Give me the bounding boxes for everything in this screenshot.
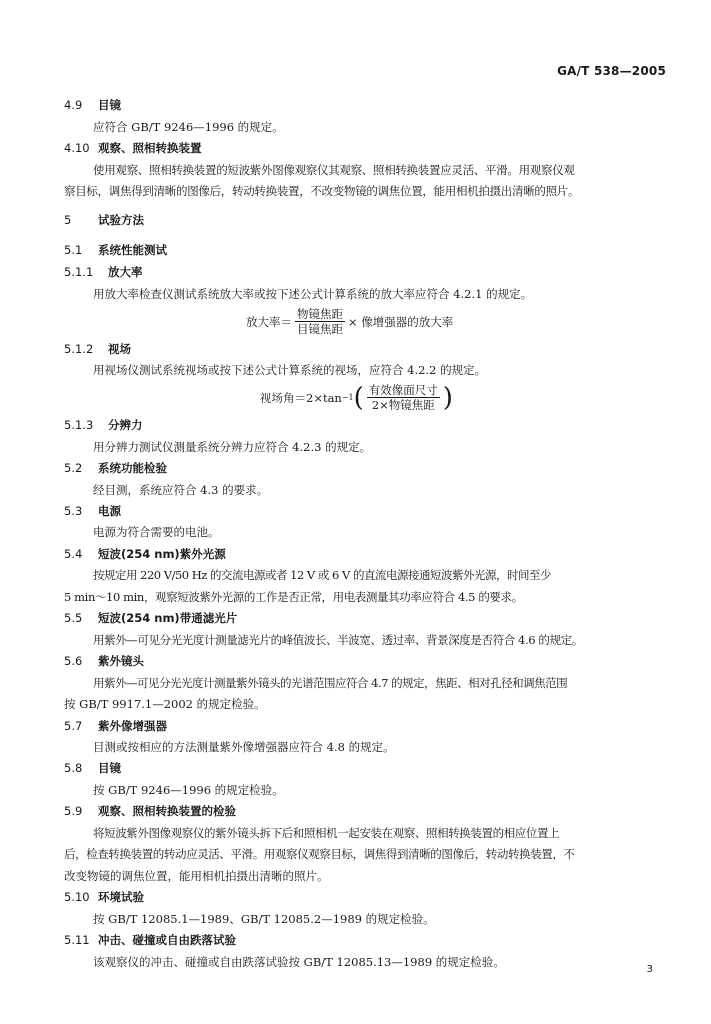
formula-lhs: 视场角＝2×tan xyxy=(260,390,342,405)
section-5-6-text-1: 用紫外—可见分光光度计测量紫外镜头的光谱范围应符合 4.7 的规定，焦距、相对孔径和调焦范围 xyxy=(93,676,568,690)
section-number: 4.9 xyxy=(64,98,83,112)
section-title: 视场 xyxy=(108,342,131,356)
section-number: 5.6 xyxy=(64,654,83,668)
formula-denominator: 目镜焦距 xyxy=(297,322,343,336)
section-title: 系统性能测试 xyxy=(98,243,167,257)
section-5-1-heading xyxy=(64,242,667,259)
section-4-10-text-1: 使用观察、照相转换装置的短波紫外图像观察仪其观察、照相转换装置应灵活、平滑。用观察仪观 xyxy=(93,163,575,177)
section-number: 5.5 xyxy=(64,611,83,625)
section-5-3-text: 电源为符合需要的电池。 xyxy=(93,525,220,539)
section-title: 电源 xyxy=(98,504,121,518)
section-4-9-heading xyxy=(64,97,667,114)
formula-superscript: −1 xyxy=(341,393,354,402)
standard-code: GA/T 538—2005 xyxy=(557,64,666,78)
section-5-6-heading xyxy=(64,653,667,670)
section-title: 分辨力 xyxy=(108,418,143,432)
section-5-8-text: 按 GB/T 9246—1996 的规定检验。 xyxy=(93,783,284,797)
section-title: 目镜 xyxy=(98,761,121,775)
section-5-8-heading xyxy=(64,760,667,777)
section-number: 5.9 xyxy=(64,804,83,818)
section-5-heading xyxy=(64,212,667,229)
section-number: 5.1.2 xyxy=(64,342,94,356)
section-5-6-text-2: 按 GB/T 9917.1—2002 的规定检验。 xyxy=(64,697,266,711)
section-5-9-text-1: 将短波紫外图像观察仪的紫外镜头拆下后和照相机一起安装在观察、照相转换装置的相应位置上 xyxy=(93,826,560,840)
section-title: 试验方法 xyxy=(98,213,144,227)
formula-fraction xyxy=(295,307,345,336)
section-5-11-text: 该观察仪的冲击、碰撞或自由跌落试验按 GB/T 12085.13—1989 的规定检验。 xyxy=(93,955,505,969)
section-number: 5.4 xyxy=(64,547,83,561)
magnification-formula xyxy=(246,307,453,336)
section-5-1-3-text: 用分辨力测试仪测量系统分辨力应符合 4.2.3 的规定。 xyxy=(93,440,372,454)
formula-numerator: 物镜焦距 xyxy=(297,307,343,321)
section-title: 观察、照相转换装置 xyxy=(98,141,202,155)
formula-rhs: × 像增强器的放大率 xyxy=(348,314,454,329)
section-title: 紫外镜头 xyxy=(98,654,144,668)
section-5-7-heading xyxy=(64,718,667,735)
section-5-10-text: 按 GB/T 12085.1—1989、GB/T 12085.2—1989 的规定检验。 xyxy=(93,912,435,926)
section-title: 紫外像增强器 xyxy=(98,719,167,733)
section-4-9-text: 应符合 GB/T 9246—1996 的规定。 xyxy=(93,120,284,134)
section-5-5-heading xyxy=(64,610,667,627)
section-title: 短波(254 nm)紫外光源 xyxy=(98,547,226,561)
section-title: 短波(254 nm)带通滤光片 xyxy=(98,611,238,625)
section-number: 5 xyxy=(64,213,72,227)
section-5-9-text-3: 改变物镜的调焦位置，能用相机拍摄出清晰的照片。 xyxy=(64,869,329,883)
right-paren-icon: ) xyxy=(442,382,453,413)
section-title: 放大率 xyxy=(108,265,143,279)
section-5-5-text: 用紫外—可见分光光度计测量滤光片的峰值波长、半波宽、透过率、背景深度是否符合 4.6 的规定。 xyxy=(93,633,583,647)
section-number: 5.10 xyxy=(64,890,90,904)
left-paren-icon: ( xyxy=(353,382,364,413)
formula-fraction xyxy=(367,383,440,412)
section-title: 观察、照相转换装置的检验 xyxy=(98,804,236,818)
section-number: 4.10 xyxy=(64,141,90,155)
section-5-4-text-1: 按规定用 220 V/50 Hz 的交流电源或者 12 V 或 6 V 的直流电源接通短波紫外光源，时间至少 xyxy=(93,568,551,582)
section-number: 5.1.1 xyxy=(64,265,94,279)
section-number: 5.8 xyxy=(64,761,83,775)
section-title: 环境试验 xyxy=(98,890,144,904)
section-5-11-heading xyxy=(64,932,667,949)
section-5-1-1-heading xyxy=(64,264,667,281)
section-4-10-heading xyxy=(64,140,667,157)
section-5-1-2-text: 用视场仪测试系统视场或按下述公式计算系统的视场，应符合 4.2.2 的规定。 xyxy=(93,363,487,377)
formula-numerator: 有效像面尺寸 xyxy=(368,383,438,397)
section-5-4-heading xyxy=(64,546,667,563)
field-of-view-formula xyxy=(260,383,453,412)
section-5-3-heading xyxy=(64,503,667,520)
section-number: 5.1.3 xyxy=(64,418,94,432)
formula-denominator: 2×物镜焦距 xyxy=(371,398,435,412)
section-title: 系统功能检验 xyxy=(98,461,167,475)
section-4-10-text-2: 察目标，调焦得到清晰的图像后，转动转换装置，不改变物镜的调焦位置，能用相机拍摄出清晰的照片。 xyxy=(64,184,580,198)
section-5-1-3-heading xyxy=(64,417,667,434)
section-title: 冲击、碰撞或自由跌落试验 xyxy=(98,933,236,947)
section-5-7-text: 目测或按相应的方法测量紫外像增强器应符合 4.8 的规定。 xyxy=(93,740,395,754)
section-5-4-text-2: 5 min～10 min，观察短波紫外光源的工作是否正常，用电表测量其功率应符合 4.5 的要求。 xyxy=(64,590,523,604)
section-number: 5.7 xyxy=(64,719,83,733)
section-5-2-heading xyxy=(64,460,667,477)
section-5-1-2-heading xyxy=(64,341,667,358)
section-5-10-heading xyxy=(64,889,667,906)
section-5-2-text: 经目测，系统应符合 4.3 的要求。 xyxy=(93,483,269,497)
formula-lhs: 放大率＝ xyxy=(246,314,292,329)
page-number: 3 xyxy=(646,964,653,975)
section-5-1-1-text: 用放大率检查仪测试系统放大率或按下述公式计算系统的放大率应符合 4.2.1 的规定。 xyxy=(93,287,533,301)
section-number: 5.1 xyxy=(64,243,83,257)
section-number: 5.3 xyxy=(64,504,83,518)
section-5-9-heading xyxy=(64,803,667,820)
section-number: 5.11 xyxy=(64,933,90,947)
section-title: 目镜 xyxy=(98,98,121,112)
section-5-9-text-2: 后，检查转换装置的转动应灵活、平滑。用观察仪观察目标，调焦得到清晰的图像后，转动转换装置，不 xyxy=(64,847,575,861)
section-number: 5.2 xyxy=(64,461,83,475)
